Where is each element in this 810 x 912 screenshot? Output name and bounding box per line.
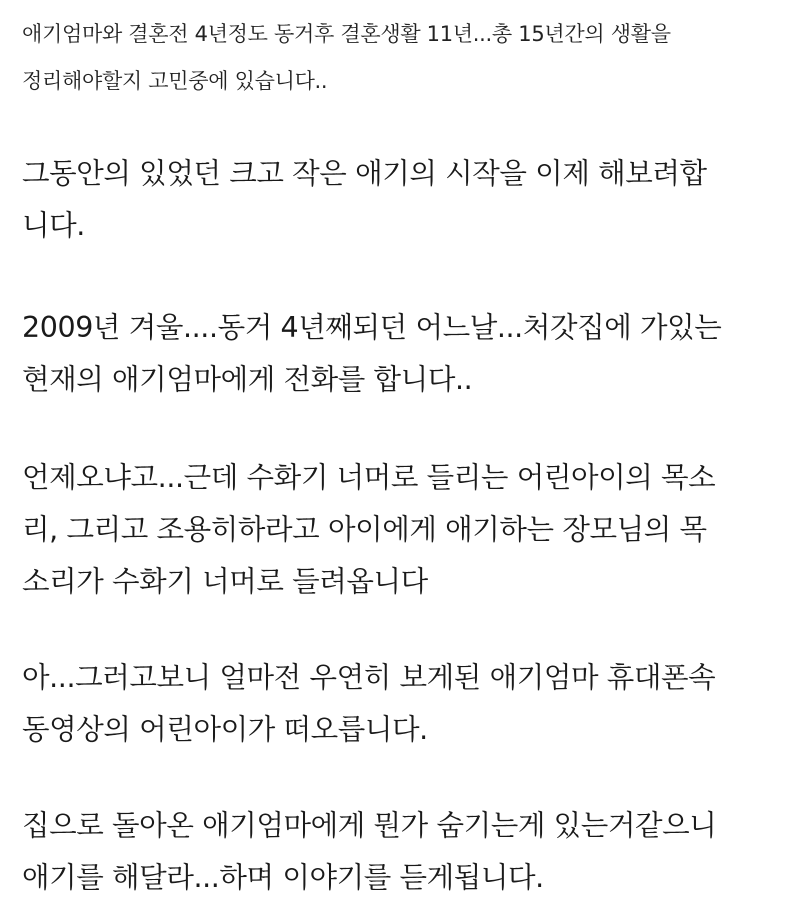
paragraph-line: 2009년 겨울....동거 4년째되던 어느날...처갓집에 가있는 <box>22 311 722 344</box>
paragraph-line: 현재의 애기엄마에게 전화를 합니다.. <box>22 363 473 396</box>
paragraph-3 <box>22 452 802 608</box>
paragraph-line: 니다. <box>22 209 85 242</box>
paragraph-5 <box>22 800 802 904</box>
paragraph-line: 애기를 해달라...하며 이야기를 듣게됩니다. <box>22 861 544 894</box>
paragraph-line: 언제오냐고...근데 수화기 너머로 들리는 어린아이의 목소 <box>22 461 716 494</box>
intro-line: 애기엄마와 결혼전 4년정도 동거후 결혼생활 11년...총 15년간의 생활을 <box>22 22 671 46</box>
intro-text <box>22 11 802 105</box>
paragraph-line: 아...그러고보니 얼마전 우연히 보게된 애기엄마 휴대폰속 <box>22 661 716 694</box>
paragraph-line: 리, 그리고 조용히하라고 아이에게 애기하는 장모님의 목 <box>22 513 707 546</box>
paragraph-line: 소리가 수화기 너머로 들려옵니다 <box>22 565 428 598</box>
paragraph-line: 집으로 돌아온 애기엄마에게 뭔가 숨기는게 있는거같으니 <box>22 809 717 842</box>
paragraph-4 <box>22 652 802 756</box>
paragraph-line: 그동안의 있었던 크고 작은 애기의 시작을 이제 해보려합 <box>22 157 707 190</box>
paragraph-line: 동영상의 어린아이가 떠오릅니다. <box>22 713 428 746</box>
paragraph-2 <box>22 302 802 406</box>
intro-line: 정리해야할지 고민중에 있습니다.. <box>22 69 328 93</box>
paragraph-1 <box>22 148 802 252</box>
